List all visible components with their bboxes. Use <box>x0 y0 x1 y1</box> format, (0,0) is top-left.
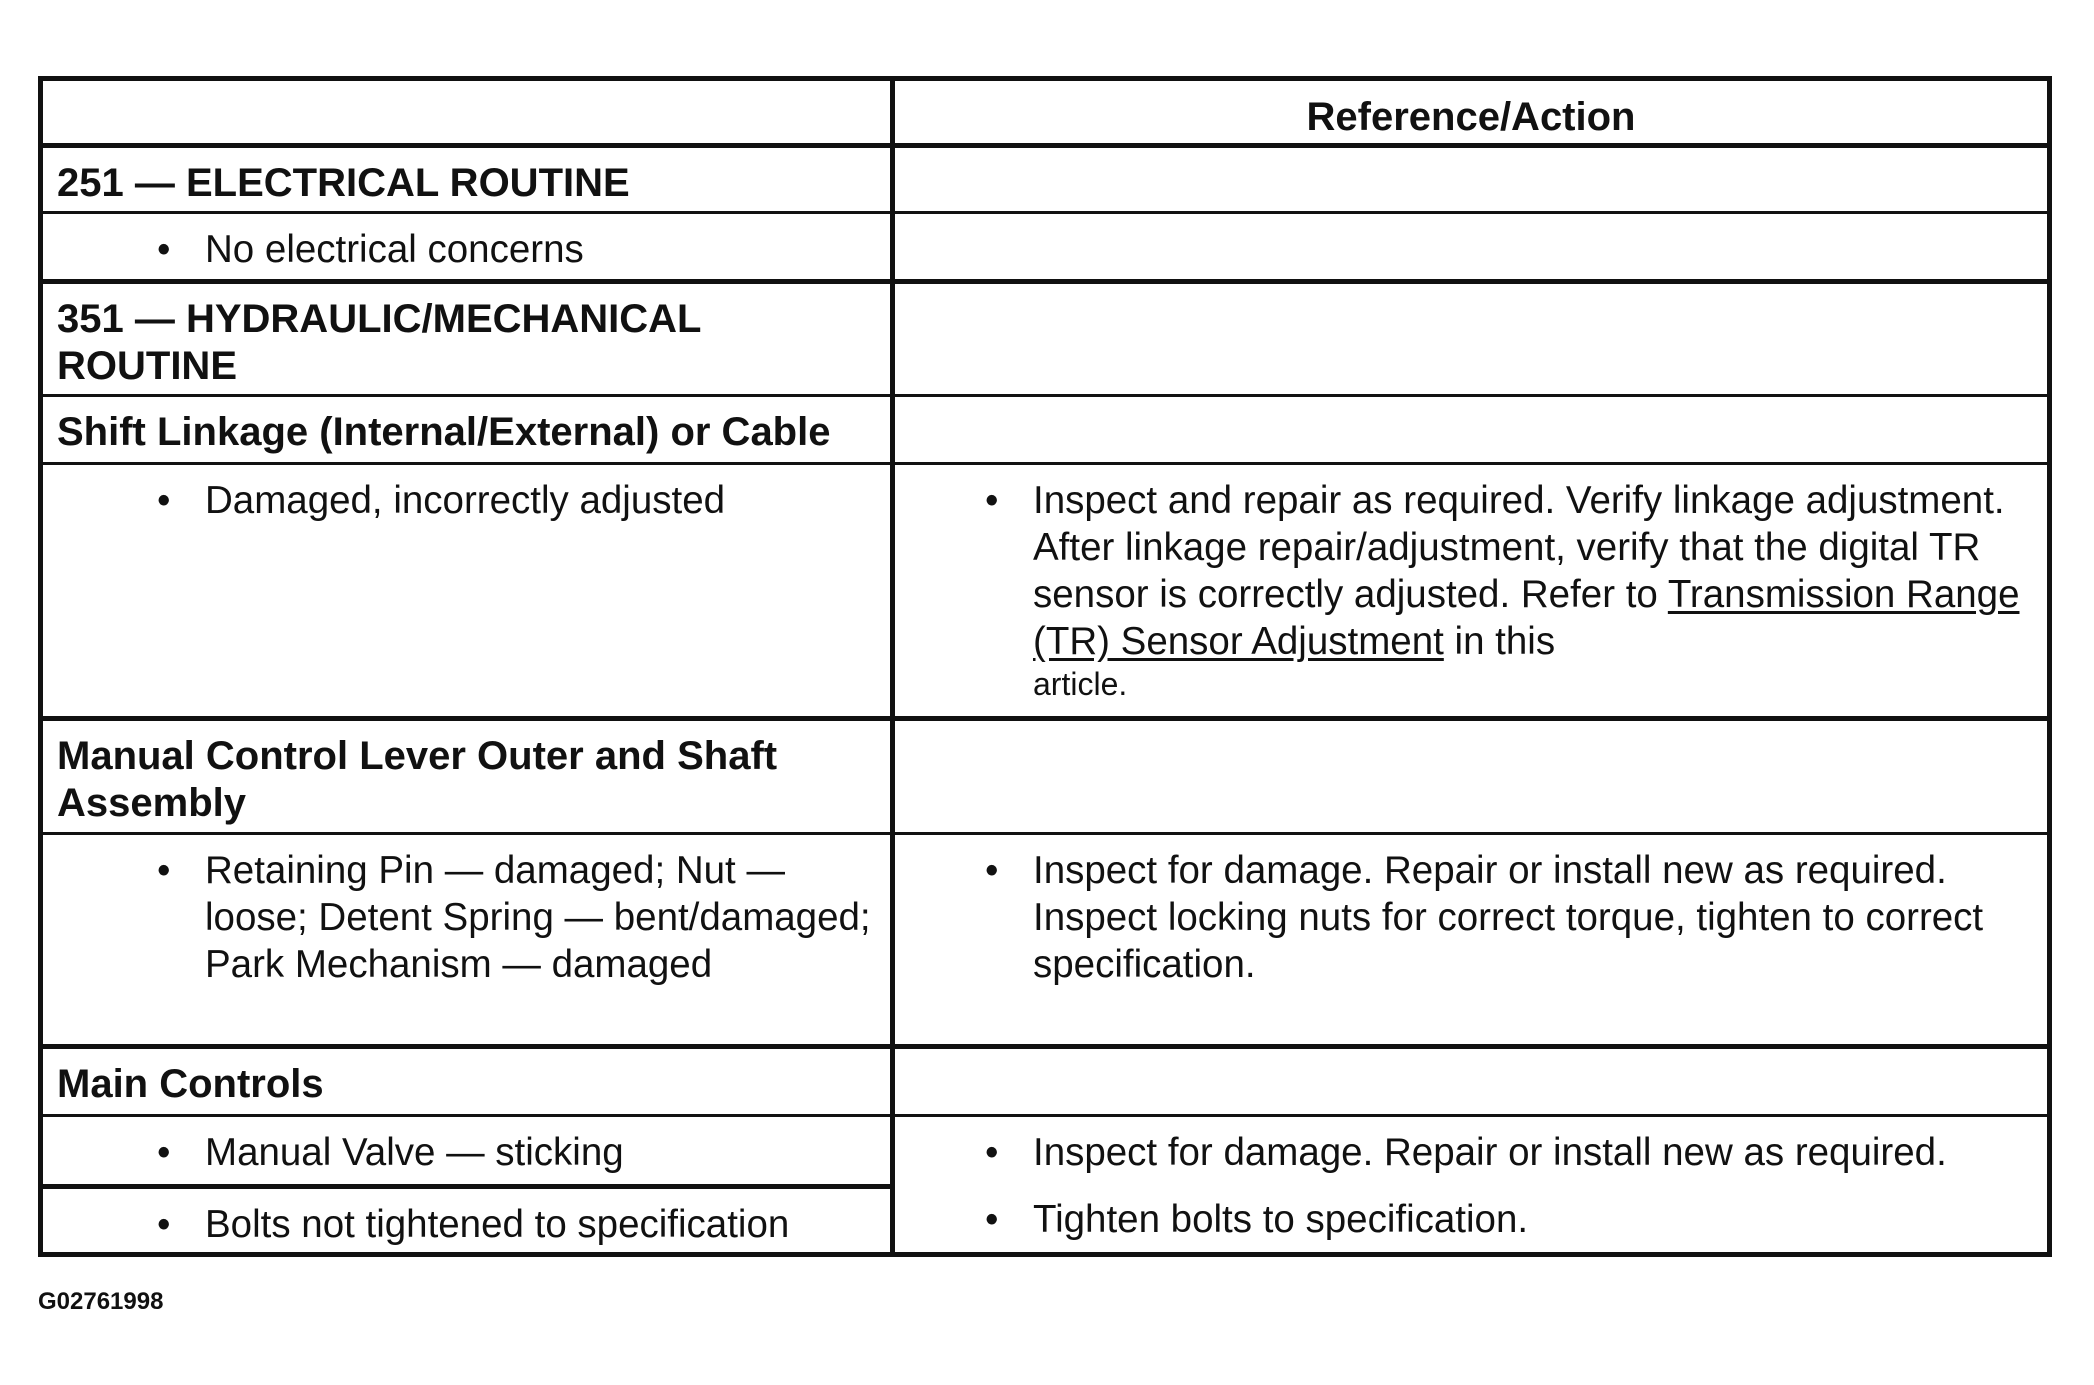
bullet-icon: • <box>985 1131 999 1174</box>
action-item: • Inspect for damage. Repair or install new as required. <box>985 1131 1947 1174</box>
bullet-icon: • <box>157 479 171 522</box>
section-row <box>43 716 2047 832</box>
bullet-icon: • <box>157 228 171 271</box>
section-title: Shift Linkage (Internal/External) or Cable <box>43 397 895 462</box>
section-title: 351 — HYDRAULIC/MECHANICAL ROUTINE <box>43 284 895 394</box>
table-row <box>43 462 2047 716</box>
action-item: • Inspect for damage. Repair or install new as required. Inspect locking nuts for correct torque, tighten to correct specification. <box>985 849 1984 986</box>
diagnosis-table <box>38 76 2052 1257</box>
section-row <box>43 279 2047 394</box>
table-header-row <box>43 81 2047 145</box>
bullet-icon: • <box>157 1131 171 1174</box>
section-row <box>43 145 2047 211</box>
header-cell-condition <box>43 81 895 143</box>
section-row <box>43 394 2047 462</box>
section-row <box>43 1044 2047 1114</box>
bullet-icon: • <box>985 1198 999 1241</box>
tr-sensor-adjustment-link[interactable]: Transmission Range (TR) Sensor Adjustment <box>1033 573 2020 663</box>
condition-item: • Retaining Pin — damaged; Nut — loose; Detent Spring — bent/damaged; Park Mechanism — damaged <box>157 849 871 986</box>
section-title: 251 — ELECTRICAL ROUTINE <box>43 148 895 211</box>
action-item: • Inspect and repair as required. Verify linkage adjustment. After linkage repair/adjustment, verify that the digital TR sensor is correctly adjusted. Refer to Transmission Range (TR) Sensor Adjustment in this article. <box>985 479 2020 702</box>
condition-item: • Damaged, incorrectly adjusted <box>157 479 726 522</box>
table-row <box>43 211 2047 279</box>
table-row <box>43 1114 2047 1184</box>
section-title: Main Controls <box>43 1049 895 1114</box>
table-row <box>43 832 2047 1044</box>
condition-item: • Manual Valve — sticking <box>157 1131 624 1174</box>
bullet-icon: • <box>985 479 999 522</box>
condition-item: • No electrical concerns <box>157 228 584 271</box>
section-title: Manual Control Lever Outer and Shaft Assembly <box>43 721 895 832</box>
table-row <box>43 1184 2047 1252</box>
bullet-icon: • <box>985 849 999 892</box>
header-cell-reference-action: Reference/Action <box>1306 95 1636 139</box>
bullet-icon: • <box>157 849 171 892</box>
bullet-icon: • <box>157 1203 171 1246</box>
figure-id: G02761998 <box>38 1288 164 1315</box>
condition-item: • Bolts not tightened to specification <box>157 1203 790 1246</box>
action-item: • Tighten bolts to specification. <box>985 1198 1529 1241</box>
